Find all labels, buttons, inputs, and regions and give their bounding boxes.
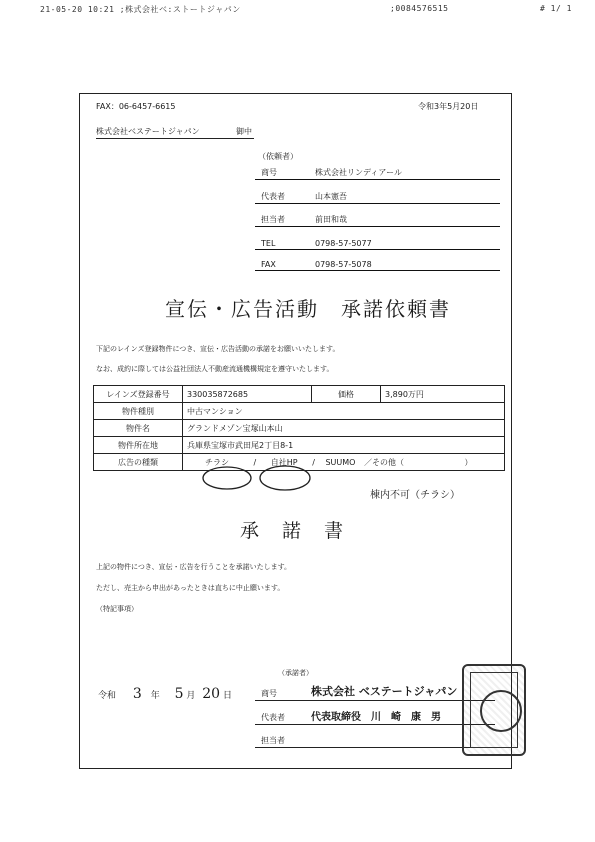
requester-key: FAX bbox=[261, 260, 276, 269]
sign-date-month: 5 bbox=[174, 686, 184, 702]
requester-key: 担当者 bbox=[261, 215, 285, 224]
property-name-value: グランドメゾン宝塚山本山 bbox=[183, 420, 505, 437]
price-label: 価格 bbox=[312, 386, 381, 403]
consent-line-1: 上記の物件につき、宣伝・広告を行うことを承諾いたします。 bbox=[96, 563, 292, 571]
grantor-representative: 代表取締役 川 崎 康 男 bbox=[311, 712, 441, 723]
requester-row-contact bbox=[255, 212, 500, 227]
requester-key: 商号 bbox=[261, 168, 277, 177]
grantor-heading: （承諾者） bbox=[278, 669, 313, 677]
ad-media-sep: / bbox=[312, 457, 315, 467]
ad-media-suumo: SUUMO bbox=[325, 457, 356, 467]
sign-date-era: 令和 bbox=[98, 691, 117, 701]
property-type-label: 物件種別 bbox=[94, 403, 183, 420]
requester-row-company bbox=[255, 165, 500, 180]
ad-media-sep: / bbox=[253, 457, 257, 467]
representative-seal bbox=[480, 690, 522, 732]
price-value: 3,890万円 bbox=[381, 386, 505, 403]
requester-row-representative bbox=[255, 189, 500, 204]
circle-flyer bbox=[203, 467, 251, 489]
sign-date-day: 20 bbox=[202, 686, 221, 702]
table-row bbox=[94, 437, 505, 454]
table-row bbox=[94, 420, 505, 437]
grantor-row-contact bbox=[255, 731, 495, 748]
intro-line-2: なお、成約に際しては公益社団法人不動産流通機構規定を遵守いたします。 bbox=[96, 365, 334, 373]
property-name-label: 物件名 bbox=[94, 420, 183, 437]
requester-value: 前田和哉 bbox=[315, 215, 347, 224]
sign-date-year-unit: 年 bbox=[150, 691, 160, 701]
table-row bbox=[94, 403, 505, 420]
requester-value: 株式会社リンディアール bbox=[315, 168, 402, 177]
requester-row-tel bbox=[255, 235, 500, 250]
sign-date-year: 3 bbox=[132, 686, 142, 702]
requester-value: 0798-57-5078 bbox=[315, 260, 372, 269]
grantor-row-company bbox=[255, 684, 495, 701]
requester-value: 0798-57-5077 bbox=[315, 239, 372, 248]
fax-header-datetime: 21-05-20 10:21 ;株式会社ベ:ストートジャパン bbox=[40, 5, 241, 14]
requester-row-fax bbox=[255, 256, 500, 271]
document-date: 令和3年5月20日 bbox=[418, 102, 479, 111]
requester-heading: （依頼者） bbox=[258, 152, 298, 161]
property-table bbox=[93, 385, 505, 471]
reins-value: 330035872685 bbox=[183, 386, 312, 403]
reins-label: レインズ登録番号 bbox=[94, 386, 183, 403]
ad-media-other-close: ） bbox=[464, 457, 473, 467]
addressee-suffix: 御中 bbox=[236, 127, 252, 136]
fax-header-page: # 1/ 1 bbox=[540, 4, 572, 13]
fax-number-line: FAX：06-6457-6615 bbox=[96, 102, 176, 111]
special-notes-label: （特記事項） bbox=[96, 605, 138, 613]
addressee-name: 株式会社ベステートジャパン bbox=[96, 127, 200, 136]
table-row bbox=[94, 386, 505, 403]
sign-date-month-unit: 月 bbox=[186, 691, 196, 701]
grantor-company: 株式会社 ベステートジャパン bbox=[311, 685, 458, 698]
consent-line-2: ただし、売主から申出があったときは直ちに中止願います。 bbox=[96, 584, 285, 592]
sign-date-day-unit: 日 bbox=[222, 691, 232, 701]
property-location-label: 物件所在地 bbox=[94, 437, 183, 454]
grantor-row-representative bbox=[255, 708, 495, 725]
fax-header-number: ;0084576515 bbox=[390, 4, 449, 13]
grantor-key: 代表者 bbox=[261, 713, 285, 722]
ad-media-label: 広告の種類 bbox=[94, 454, 183, 471]
property-type-value: 中古マンション bbox=[183, 403, 505, 420]
grantor-key: 商号 bbox=[261, 689, 277, 698]
grantor-key: 担当者 bbox=[261, 736, 285, 745]
handwritten-note: 棟内不可（チラシ） bbox=[370, 490, 460, 501]
ad-media-flyer: チラシ bbox=[205, 457, 229, 467]
selection-circles bbox=[200, 463, 320, 493]
document-title: 宣伝・広告活動 承諾依頼書 bbox=[165, 297, 451, 321]
circle-own-hp bbox=[260, 466, 310, 490]
intro-line-1: 下記のレインズ登録物件につき、宣伝・広告活動の承諾をお願いいたします。 bbox=[96, 345, 340, 353]
requester-key: TEL bbox=[261, 239, 276, 248]
ad-media-own-hp: 自社HP bbox=[270, 457, 298, 467]
requester-key: 代表者 bbox=[261, 192, 285, 201]
sign-date bbox=[98, 686, 232, 702]
consent-title: 承 諾 書 bbox=[240, 520, 346, 542]
requester-value: 山本憲吾 bbox=[315, 192, 347, 201]
property-location-value: 兵庫県宝塚市武田尾2丁目8-1 bbox=[183, 437, 505, 454]
addressee bbox=[96, 126, 254, 139]
ad-media-other: ／その他（ bbox=[363, 457, 404, 467]
